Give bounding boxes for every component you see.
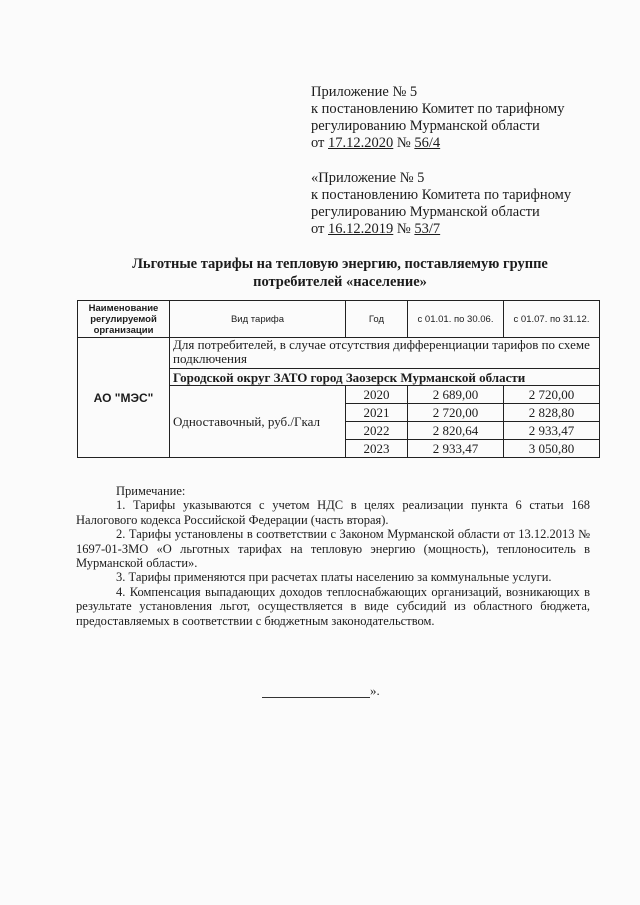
header-period-1: с 01.01. по 30.06. xyxy=(408,301,504,338)
tariff-h1-cell: 2 720,00 xyxy=(408,404,504,422)
tariff-h2-cell: 3 050,80 xyxy=(504,440,600,458)
number-prefix: № xyxy=(393,135,415,151)
table-header-row xyxy=(78,301,600,338)
tariff-h1-cell: 2 820,64 xyxy=(408,422,504,440)
resolution-number: 56/4 xyxy=(414,135,441,151)
year-cell: 2022 xyxy=(346,422,408,440)
tariff-table xyxy=(77,300,600,458)
appendix-title: «Приложение № 5 xyxy=(311,170,425,186)
date-prefix: от xyxy=(311,221,329,237)
header-period-2: с 01.07. по 31.12. xyxy=(504,301,600,338)
closing-quote: ». xyxy=(370,683,380,698)
appendix-date-line xyxy=(311,221,611,238)
note-item: 3. Тарифы применяются при расчетах платы населению за коммунальные услуги. xyxy=(116,570,552,585)
appendix-resolution-line: к постановлению Комитет по тарифному xyxy=(311,101,565,117)
resolution-number: 53/7 xyxy=(414,221,441,237)
organization-name: АО "МЭС" xyxy=(78,338,170,458)
number-prefix: № xyxy=(393,221,415,237)
year-cell: 2020 xyxy=(346,386,408,404)
resolution-date: 17.12.2020 xyxy=(328,135,394,151)
closing-underline xyxy=(262,685,370,698)
date-prefix: от xyxy=(311,135,329,151)
appendix-header-current xyxy=(311,84,611,152)
header-year: Год xyxy=(346,301,408,338)
notes-header: Примечание: xyxy=(116,484,186,498)
closing-mark xyxy=(262,683,380,698)
tariff-h1-cell: 2 933,47 xyxy=(408,440,504,458)
tariff-h1-cell: 2 689,00 xyxy=(408,386,504,404)
header-organization: Наименование регулируемой организации xyxy=(78,301,170,338)
year-cell: 2021 xyxy=(346,404,408,422)
tariff-h2-cell: 2 828,80 xyxy=(504,404,600,422)
note-item: 1. Тарифы указываются с учетом НДС в целях реализации пункта 6 статьи 168 Налогового кодекса Российской Федерации (часть вторая). xyxy=(76,498,590,527)
tariff-h2-cell: 2 933,47 xyxy=(504,422,600,440)
title-line-2: потребителей «население» xyxy=(253,274,427,290)
appendix-resolution-line: к постановлению Комитета по тарифному xyxy=(311,187,572,203)
header-tariff-type: Вид тарифа xyxy=(170,301,346,338)
appendix-title: Приложение № 5 xyxy=(311,84,418,100)
document-title xyxy=(80,255,600,291)
note-item: 2. Тарифы установлены в соответствии с Законом Мурманской области от 13.12.2013 № 1697-01-ЗМО «О льготных тарифах на тепловую энергию (мощность), теплоноситель в Мурманской области». xyxy=(76,527,590,571)
tariff-h2-cell: 2 720,00 xyxy=(504,386,600,404)
consumer-condition: Для потребителей, в случае отсутствия дифференциации тарифов по схеме подключения xyxy=(170,338,600,369)
tariff-type: Одноставочный, руб./Гкал xyxy=(170,386,346,458)
year-cell: 2023 xyxy=(346,440,408,458)
appendix-header-previous xyxy=(311,170,611,238)
service-area: Городской округ ЗАТО город Заозерск Мурманской области xyxy=(170,369,600,386)
notes-section xyxy=(76,484,590,628)
appendix-regulator-line: регулированию Мурманской области xyxy=(311,118,540,134)
resolution-date: 16.12.2019 xyxy=(328,221,394,237)
title-line-1: Льготные тарифы на тепловую энергию, поставляемую группе xyxy=(132,256,548,272)
note-item: 4. Компенсация выпадающих доходов теплоснабжающих организаций, возникающих в результате установления льгот, осуществляется в виде субсидий из областного бюджета, предоставляемых в соответствии с бюджетным законодательством. xyxy=(76,584,590,628)
table-row xyxy=(78,338,600,369)
appendix-date-line xyxy=(311,135,611,152)
appendix-regulator-line: регулированию Мурманской области xyxy=(311,204,540,220)
